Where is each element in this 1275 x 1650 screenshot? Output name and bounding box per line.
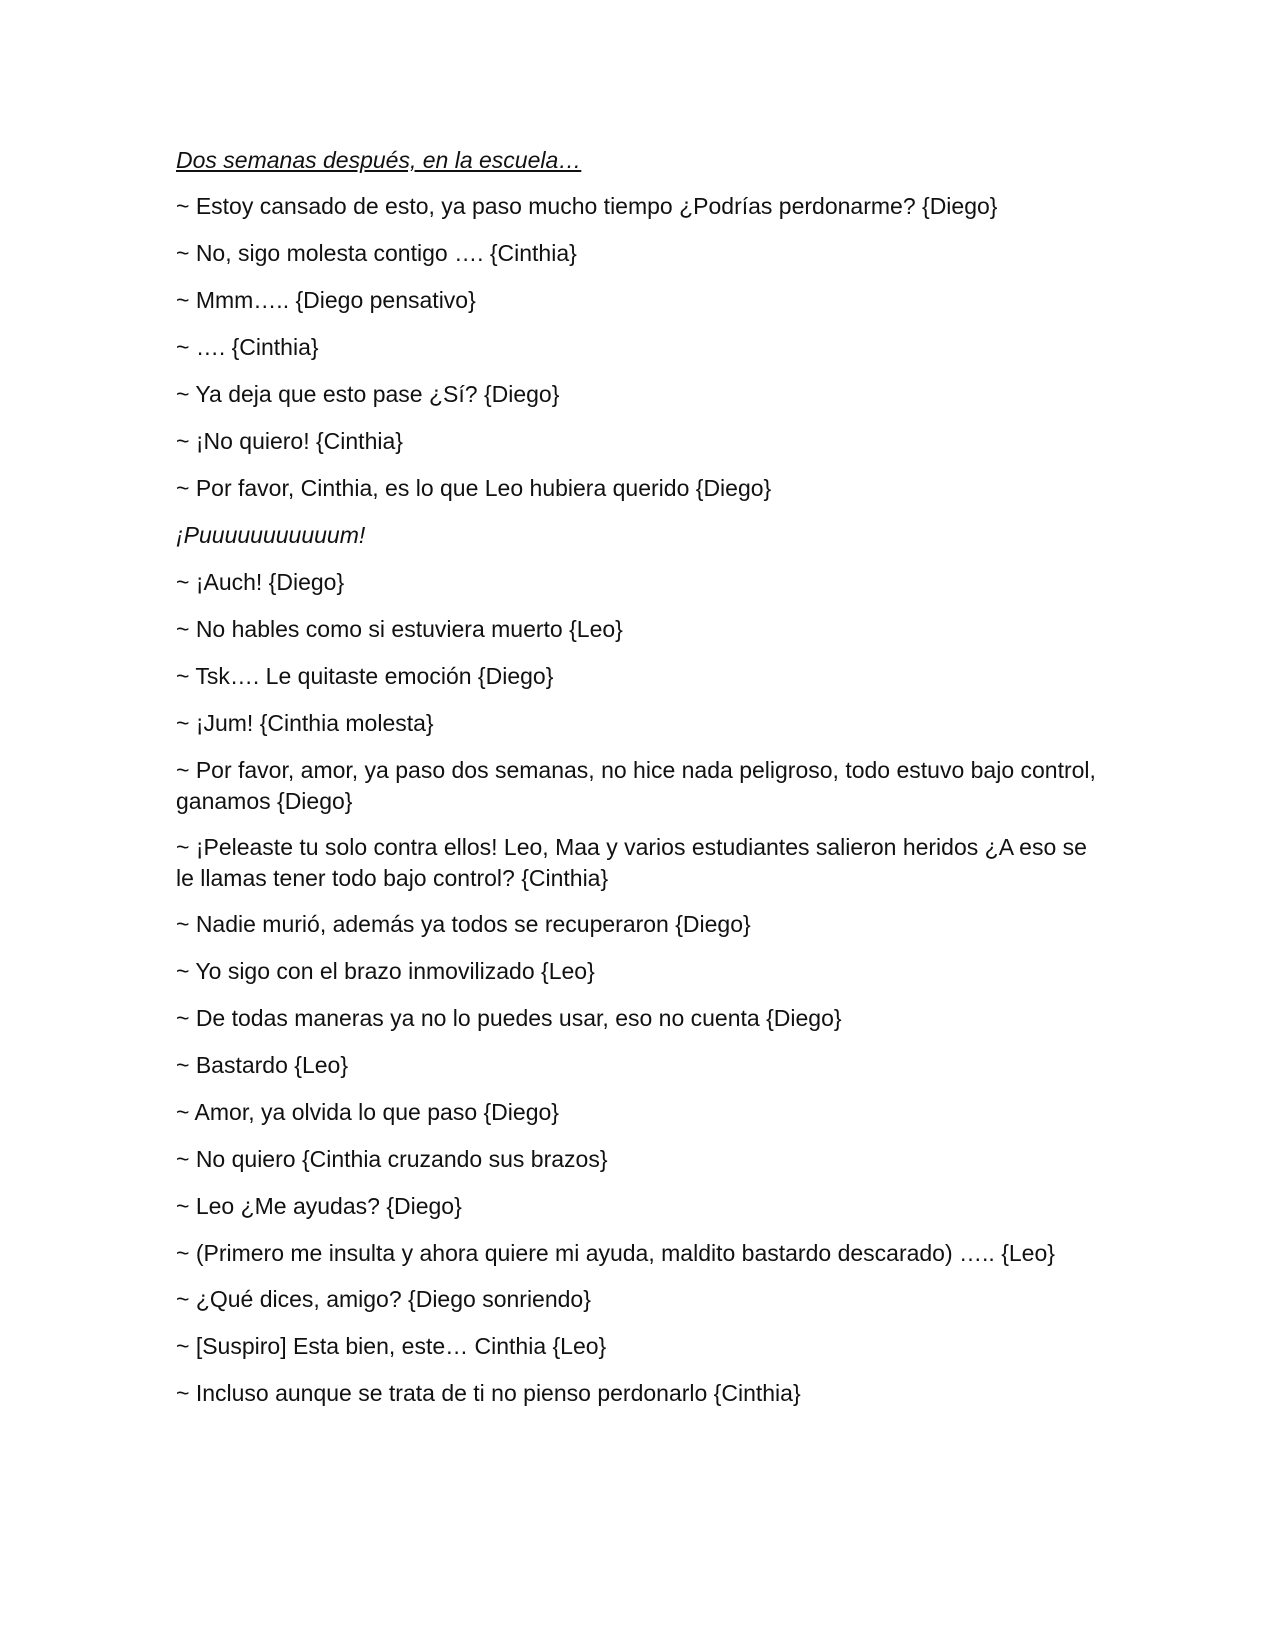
dialogue-line: ~ No quiero {Cinthia cruzando sus brazos} [176,1146,608,1172]
dialogue-line: ~ Amor, ya olvida lo que paso {Diego} [176,1099,559,1125]
dialogue-line: ~ …. {Cinthia} [176,334,319,360]
dialogue-line: ~ Ya deja que esto pase ¿Sí? {Diego} [176,381,560,407]
dialogue-line: ~ Bastardo {Leo} [176,1052,349,1078]
dialogue-line: ~ No, sigo molesta contigo …. {Cinthia} [176,240,577,266]
scene-heading: Dos semanas después, en la escuela… [176,147,582,173]
dialogue-line: ~ ¡No quiero! {Cinthia} [176,428,403,454]
dialogue-line: ~ (Primero me insulta y ahora quiere mi ayuda, maldito bastardo descarado) ….. {Leo} [176,1240,1055,1266]
dialogue-line: ~ Incluso aunque se trata de ti no pienso perdonarlo {Cinthia} [176,1380,801,1406]
dialogue-text [176,145,1096,1425]
dialogue-line: ~ ¡Peleaste tu solo contra ellos! Leo, Maa y varios estudiantes salieron heridos ¿A eso se le llamas tener todo bajo control? {Cinthia} [176,834,1087,891]
dialogue-line: ~ Por favor, amor, ya paso dos semanas, no hice nada peligroso, todo estuvo bajo control, ganamos {Diego} [176,757,1096,814]
dialogue-line: ~ No hables como si estuviera muerto {Leo} [176,616,623,642]
dialogue-line: ~ Leo ¿Me ayudas? {Diego} [176,1193,462,1219]
dialogue-line: ~ [Suspiro] Esta bien, este… Cinthia {Leo} [176,1333,607,1359]
sound-effect: ¡Puuuuuuuuuuum! [176,522,366,548]
dialogue-line: ~ De todas maneras ya no lo puedes usar, eso no cuenta {Diego} [176,1005,842,1031]
dialogue-line: ~ Por favor, Cinthia, es lo que Leo hubiera querido {Diego} [176,475,772,501]
dialogue-line: ~ ¿Qué dices, amigo? {Diego sonriendo} [176,1286,591,1312]
dialogue-line: ~ Tsk…. Le quitaste emoción {Diego} [176,663,554,689]
dialogue-line: ~ Nadie murió, además ya todos se recuperaron {Diego} [176,911,751,937]
dialogue-line: ~ ¡Auch! {Diego} [176,569,345,595]
dialogue-line: ~ Estoy cansado de esto, ya paso mucho tiempo ¿Podrías perdonarme? {Diego} [176,193,998,219]
dialogue-line: ~ ¡Jum! {Cinthia molesta} [176,710,434,736]
dialogue-line: ~ Mmm….. {Diego pensativo} [176,287,476,313]
dialogue-line: ~ Yo sigo con el brazo inmovilizado {Leo} [176,958,595,984]
